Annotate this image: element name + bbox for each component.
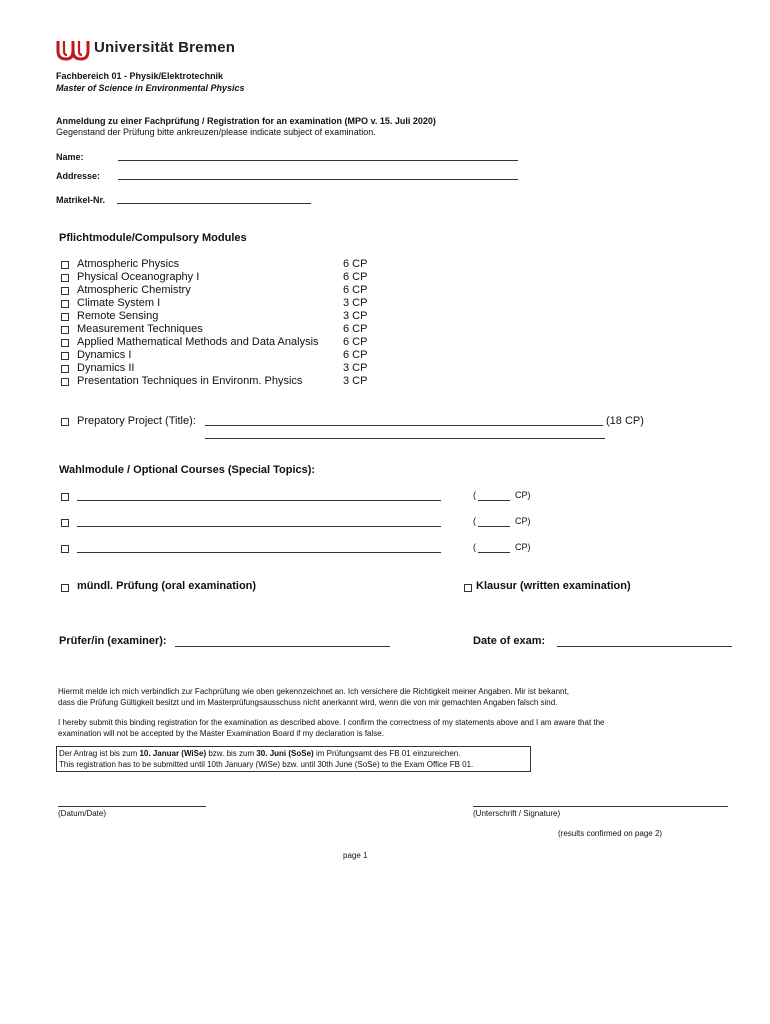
registration-title: Anmeldung zu einer Fachprüfung / Registration for an examination (MPO v. 15. Juli 2020) bbox=[56, 116, 436, 126]
module-name: Atmospheric Physics bbox=[77, 258, 180, 270]
compulsory-heading: Pflichtmodule/Compulsory Modules bbox=[59, 232, 247, 244]
exam-date-label: Date of exam: bbox=[473, 635, 546, 647]
optional-checkbox[interactable] bbox=[61, 545, 69, 553]
optional-cp-close: CP) bbox=[515, 542, 531, 552]
optional-cp-close: CP) bbox=[515, 516, 531, 526]
module-checkbox[interactable] bbox=[61, 313, 69, 321]
university-emblem-icon bbox=[56, 37, 90, 61]
module-cp: 3 CP bbox=[343, 310, 368, 322]
exam-date-field[interactable] bbox=[557, 646, 732, 647]
declaration-en-line2: examination will not be accepted by the Master Examination Board if my declaration is false. bbox=[58, 729, 384, 738]
module-checkbox[interactable] bbox=[61, 378, 69, 386]
optional-heading: Wahlmodule / Optional Courses (Special Topics): bbox=[59, 464, 316, 476]
optional-cp-field[interactable] bbox=[478, 500, 510, 501]
written-exam-label: Klausur (written examination) bbox=[476, 580, 631, 592]
notice-de-text: Der Antrag ist bis zum bbox=[59, 749, 140, 758]
department: Fachbereich 01 - Physik/Elektrotechnik bbox=[56, 71, 224, 81]
oral-exam-checkbox[interactable] bbox=[61, 584, 69, 592]
notice-de-deadline-winter: 10. Januar (WiSe) bbox=[139, 749, 207, 758]
module-name: Dynamics I bbox=[77, 349, 132, 361]
declaration-en-line1: I hereby submit this binding registration for the examination as described above. I confirm the correctness of my statements above and I am aware that the bbox=[58, 718, 605, 727]
project-checkbox[interactable] bbox=[61, 418, 69, 426]
optional-cp-open: ( bbox=[473, 490, 476, 500]
module-name: Dynamics II bbox=[77, 362, 135, 374]
module-name: Measurement Techniques bbox=[77, 323, 203, 335]
signature-line[interactable] bbox=[473, 806, 728, 807]
examiner-field[interactable] bbox=[175, 646, 390, 647]
module-checkbox[interactable] bbox=[61, 365, 69, 373]
submission-notice bbox=[56, 746, 531, 772]
module-cp: 6 CP bbox=[343, 323, 368, 335]
module-checkbox[interactable] bbox=[61, 274, 69, 282]
optional-cp-open: ( bbox=[473, 516, 476, 526]
optional-cp-open: ( bbox=[473, 542, 476, 552]
registration-instruction: Gegenstand der Prüfung bitte ankreuzen/please indicate subject of examination. bbox=[56, 127, 376, 137]
optional-checkbox[interactable] bbox=[61, 519, 69, 527]
address-field[interactable] bbox=[118, 179, 518, 180]
optional-cp-field[interactable] bbox=[478, 552, 510, 553]
module-name: Atmospheric Chemistry bbox=[77, 284, 191, 296]
module-name: Remote Sensing bbox=[77, 310, 159, 322]
module-cp: 3 CP bbox=[343, 362, 368, 374]
project-label: Prepatory Project (Title): bbox=[77, 415, 196, 427]
project-title-field[interactable] bbox=[205, 425, 603, 426]
optional-cp-field[interactable] bbox=[478, 526, 510, 527]
module-name: Presentation Techniques in Environm. Physics bbox=[77, 375, 303, 387]
notice-de-text: bzw. bis zum bbox=[206, 749, 257, 758]
module-cp: 6 CP bbox=[343, 284, 368, 296]
optional-checkbox[interactable] bbox=[61, 493, 69, 501]
optional-cp-close: CP) bbox=[515, 490, 531, 500]
module-cp: 6 CP bbox=[343, 271, 368, 283]
signature-label: (Unterschrift / Signature) bbox=[473, 809, 561, 818]
module-name: Physical Oceanography I bbox=[77, 271, 200, 283]
name-label: Name: bbox=[56, 152, 84, 162]
module-cp: 6 CP bbox=[343, 258, 368, 270]
module-checkbox[interactable] bbox=[61, 287, 69, 295]
module-cp: 3 CP bbox=[343, 297, 368, 309]
notice-en: This registration has to be submitted until 10th January (WiSe) bzw. until 30th June (SoSe) to the Exam Office FB 01. bbox=[59, 760, 474, 769]
examiner-label: Prüfer/in (examiner): bbox=[59, 635, 167, 647]
project-title-field-line2[interactable] bbox=[205, 438, 605, 439]
notice-de-text: im Prüfungsamt des FB 01 einzureichen. bbox=[313, 749, 461, 758]
oral-exam-label: mündl. Prüfung (oral examination) bbox=[77, 580, 257, 592]
optional-course-field[interactable] bbox=[77, 526, 441, 527]
optional-course-field[interactable] bbox=[77, 552, 441, 553]
name-field[interactable] bbox=[118, 160, 518, 161]
module-checkbox[interactable] bbox=[61, 261, 69, 269]
date-signature-line[interactable] bbox=[58, 806, 206, 807]
module-name: Climate System I bbox=[77, 297, 161, 309]
logo-text: Universität Bremen bbox=[94, 39, 236, 56]
page-number: page 1 bbox=[343, 851, 368, 860]
module-cp: 3 CP bbox=[343, 375, 368, 387]
declaration-de-line2: dass die Prüfung Gültigkeit besitzt und im Masterprüfungsausschuss nicht anerkannt wird, wenn die von mir gemachten Angaben falsch sind. bbox=[58, 698, 558, 707]
matrikel-label: Matrikel-Nr. bbox=[56, 195, 106, 205]
optional-course-field[interactable] bbox=[77, 500, 441, 501]
date-signature-label: (Datum/Date) bbox=[58, 809, 107, 818]
module-cp: 6 CP bbox=[343, 349, 368, 361]
module-checkbox[interactable] bbox=[61, 326, 69, 334]
module-name: Applied Mathematical Methods and Data Analysis bbox=[77, 336, 319, 348]
notice-de-deadline-summer: 30. Juni (SoSe) bbox=[256, 749, 314, 758]
module-checkbox[interactable] bbox=[61, 300, 69, 308]
program-title: Master of Science in Environmental Physics bbox=[56, 83, 245, 93]
declaration-de-line1: Hiermit melde ich mich verbindlich zur Fachprüfung wie oben gekennzeichnet an. Ich versichere die Richtigkeit meiner Angaben. Mir ist bekannt, bbox=[58, 687, 569, 696]
address-label: Addresse: bbox=[56, 171, 101, 181]
matrikel-field[interactable] bbox=[117, 203, 311, 204]
module-cp: 6 CP bbox=[343, 336, 368, 348]
notice-de bbox=[59, 749, 460, 758]
module-checkbox[interactable] bbox=[61, 352, 69, 360]
results-note: (results confirmed on page 2) bbox=[558, 829, 663, 838]
project-cp: (18 CP) bbox=[606, 415, 644, 427]
university-logo bbox=[56, 37, 246, 61]
written-exam-checkbox[interactable] bbox=[464, 584, 472, 592]
module-checkbox[interactable] bbox=[61, 339, 69, 347]
